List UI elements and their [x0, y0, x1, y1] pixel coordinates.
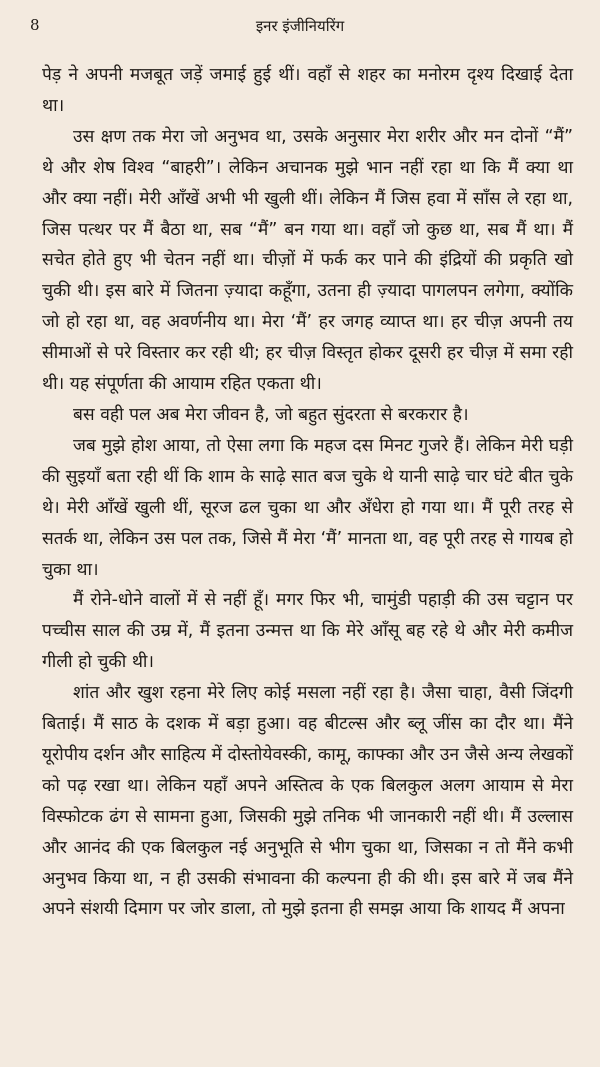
paragraph: मैं रोने-धोने वालों में से नहीं हूँ। मगर फिर भी, चामुंडी पहाड़ी की उस चट्टान पर पच्चीस साल की उम्र में, मैं इतना उन्मत्त था कि मेरे आँसू बह रहे थे और मेरी कमीज गीली हो चुकी थी।: [42, 590, 573, 673]
page-number: 8: [30, 16, 40, 34]
paragraph: जब मुझे होश आया, तो ऐसा लगा कि महज दस मिनट गुजरे हैं। लेकिन मेरी घड़ी की सुइयाँ बता रही थीं कि शाम के साढ़े सात बज चुके थे यानी साढ़े चार घंटे बीत चुके थे। मेरी आँखें खुली थीं, सूरज ढल चुका था और अँधेरा हो गया था। मैं पूरी तरह से सतर्क था, लेकिन उस पल तक, जिसे मैं मेरा ‘मैं’ मानता था, वह पूरी तरह से गायब हो चुका था।: [42, 435, 573, 580]
paragraph: बस वही पल अब मेरा जीवन है, जो बहुत सुंदरता से बरकरार है।: [73, 404, 469, 425]
body-text: [42, 60, 573, 925]
paragraph: शांत और खुश रहना मेरे लिए कोई मसला नहीं रहा है। जैसा चाहा, वैसी जिंदगी बिताई। मैं साठ के दशक में बड़ा हुआ। वह बीटल्स और ब्लू जींस का दौर था। मैंने यूरोपीय दर्शन और साहित्य में दोस्तोयेवस्की, कामू, काफ्का और उन जैसे अन्य लेखकों को पढ़ रखा था। लेकिन यहाँ अपने अस्तित्व के एक बिलकुल अलग आयाम से मेरा विस्फोटक ढंग से सामना हुआ, जिसकी मुझे तनिक भी जानकारी नहीं थी। मैं उल्लास और आनंद की एक बिलकुल नई अनुभूति से भीग चुका था, जिसका न तो मैंने कभी अनुभव किया था, न ही उसकी संभावना की कल्पना ही की थी। इस बारे में जब मैंने अपने संशयी दिमाग पर जोर डाला, तो मुझे इतना ही समझ आया कि शायद मैं अपना: [42, 683, 573, 920]
paragraph: पेड़ ने अपनी मजबूत जड़ें जमाई हुई थीं। वहाँ से शहर का मनोरम दृश्य दिखाई देता था।: [42, 65, 573, 116]
running-title: इनर इंजीनियरिंग: [255, 17, 345, 35]
page-header: [0, 14, 600, 42]
paragraph: उस क्षण तक मेरा जो अनुभव था, उसके अनुसार मेरा शरीर और मन दोनों “मैं” थे और शेष विश्व “बाहरी”। लेकिन अचानक मुझे भान नहीं रहा था कि मैं क्या था और क्या नहीं। मेरी आँखें अभी भी खुली थीं। लेकिन मैं जिस हवा में साँस ले रहा था, जिस पत्थर पर मैं बैठा था, सब “मैं” बन गया था। वहाँ जो कुछ था, सब मैं था। मैं सचेत होते हुए भी चेतन नहीं था। चीज़ों में फर्क कर पाने की इंद्रियों की प्रकृति खो चुकी थी। इस बारे में जितना ज़्यादा कहूँगा, उतना ही ज़्यादा पागलपन लगेगा, क्योंकि जो हो रहा था, वह अवर्णनीय था। मेरा ‘मैं’ हर जगह व्याप्त था। हर चीज़ अपनी तय सीमाओं से परे विस्तार कर रही थी; हर चीज़ विस्तृत होकर दूसरी हर चीज़ में समा रही थी। यह संपूर्णता की आयाम रहित एकता थी।: [42, 126, 573, 395]
